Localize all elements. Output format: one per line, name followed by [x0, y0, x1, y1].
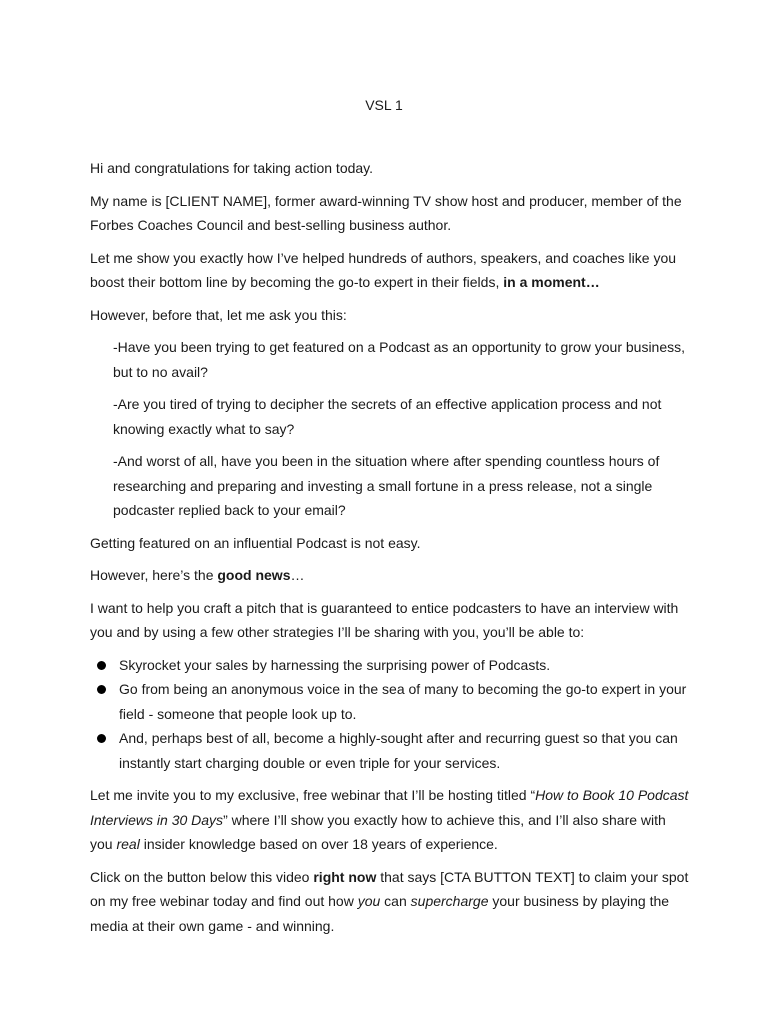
- promise-bold: in a moment…: [503, 274, 600, 290]
- webinar-text-c: insider knowledge based on over 18 years of experience.: [139, 836, 498, 852]
- cta-text-a: Click on the button below this video: [90, 868, 314, 885]
- question-item: -Have you been trying to get featured on a Podcast as an opportunity to grow your business, but to no avail?: [113, 339, 686, 380]
- webinar-text-b: ” where I’ll show you exactly how to achieve this, and I’ll also share with you: [90, 811, 666, 852]
- greeting-paragraph: Hi and congratulations for taking action today.: [90, 160, 374, 176]
- cta-text-b: that says [CTA BUTTON TEXT] to claim your spot on my free webinar today and find out how: [90, 868, 689, 909]
- good-news-paragraph: [90, 563, 690, 588]
- question-intro-paragraph: However, before that, let me ask you this:: [90, 306, 347, 323]
- cta-text-c: can: [380, 893, 411, 909]
- help-paragraph: I want to help you craft a pitch that is guaranteed to entice podcasters to have an interview with you and by using a few other strategies I’ll be sharing with you, you’ll be able to:: [90, 599, 679, 640]
- good-news-after: …: [290, 567, 305, 583]
- document-body: [90, 156, 690, 946]
- cta-text-d: your business by playing the media at their own game - and winning.: [90, 893, 670, 934]
- cta-supercharge-italic: supercharge: [410, 893, 489, 909]
- promise-text: Let me show you exactly how I’ve helped hundreds of authors, speakers, and coaches like you boost their bottom line by becoming the go-to expert in their fields,: [90, 249, 677, 290]
- cta-you-italic: you: [357, 893, 381, 909]
- intro-paragraph: My name is [CLIENT NAME], former award-winning TV show host and producer, member of the Forbes Coaches Council and best-selling business author.: [90, 192, 682, 233]
- webinar-paragraph: [90, 783, 690, 857]
- cta-bold: right now: [313, 868, 377, 885]
- promise-paragraph: [90, 246, 690, 295]
- list-item-text: And, perhaps best of all, become a highly-sought after and recurring guest so that you can instantly start charging double or even triple for your services.: [119, 730, 678, 771]
- list-item-text: Go from being an anonymous voice in the sea of many to becoming the go-to expert in your field - someone that people look up to.: [119, 681, 687, 722]
- bullet-icon: [97, 685, 106, 694]
- question-item: -And worst of all, have you been in the situation where after spending countless hours of researching and preparing and investing a small fortune in a press release, not a single podcaster replied back to your email?: [113, 453, 660, 518]
- bullet-icon: [97, 734, 106, 743]
- list-item: [90, 726, 690, 775]
- question-item: -Are you tired of trying to decipher the secrets of an effective application process and not knowing exactly what to say?: [113, 396, 662, 437]
- good-news-bold: good news: [217, 567, 291, 583]
- benefits-list: [90, 653, 690, 776]
- document-title: VSL 1: [365, 97, 403, 113]
- webinar-title-italic: How to Book 10 Podcast Interviews in 30 Days: [90, 787, 689, 828]
- cta-paragraph: [90, 865, 690, 939]
- bullet-icon: [97, 661, 106, 670]
- list-item: [90, 653, 690, 678]
- webinar-real-italic: real: [116, 836, 140, 852]
- list-item-text: Skyrocket your sales by harnessing the surprising power of Podcasts.: [119, 656, 551, 673]
- list-item: [90, 677, 690, 726]
- not-easy-paragraph: Getting featured on an influential Podcast is not easy.: [90, 534, 421, 551]
- good-news-before: However, here’s the: [90, 567, 218, 583]
- webinar-text-a: Let me invite you to my exclusive, free webinar that I’ll be hosting titled “: [90, 787, 536, 803]
